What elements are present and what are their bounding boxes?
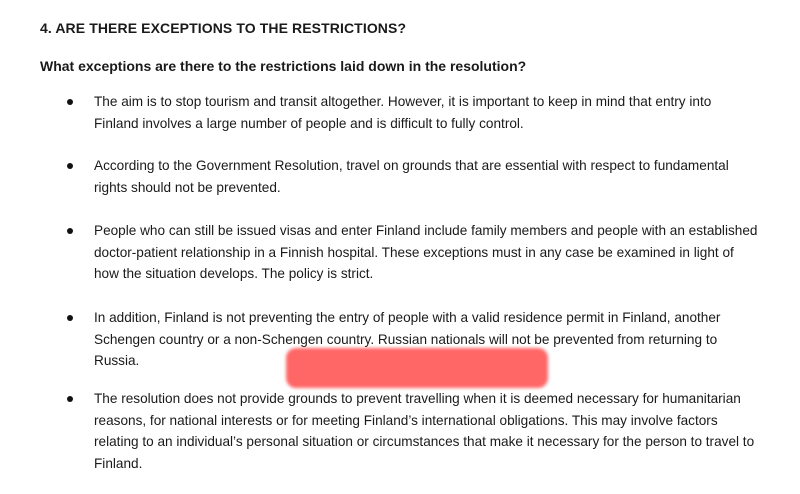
- bullet-icon: [67, 396, 73, 402]
- bullet-icon: [67, 228, 73, 234]
- section-heading: 4. ARE THERE EXCEPTIONS TO THE RESTRICTIONS?: [40, 20, 407, 36]
- list-item-text: People who can still be issued visas and enter Finland include family members and people with an established doctor-patient relationship in a Finnish hospital. These exceptions must in any case be examined in light of how the situation develops. The policy is strict.: [94, 223, 758, 281]
- list-item-text: The aim is to stop tourism and transit altogether. However, it is important to keep in mind that entry into Finland involves a large number of people and is difficult to fully control.: [94, 94, 712, 131]
- section-question: What exceptions are there to the restrictions laid down in the resolution?: [40, 58, 527, 74]
- bullet-icon: [67, 315, 73, 321]
- list-item: [94, 220, 759, 285]
- list-item: [94, 91, 759, 134]
- list-item-text: In addition, Finland is not preventing the entry of people with a valid residence permit in Finland, another Schengen country or a non-Schengen country. Russian nationals will not be prevented from returning to Russia.: [94, 310, 721, 368]
- list-item: [94, 307, 759, 372]
- list-item-text: The resolution does not provide grounds to prevent travelling when it is deemed necessary for humanitarian reasons, for national interests or for meeting Finland’s international obligations. This may involve factors relating to an individual’s personal situation or circumstances that make it necessary for the person to travel to Finland.: [94, 391, 755, 471]
- bullet-icon: [67, 99, 73, 105]
- list-item: [94, 155, 759, 198]
- list-item-text: According to the Government Resolution, travel on grounds that are essential with respect to fundamental rights should not be prevented.: [94, 158, 729, 195]
- list-item: [94, 388, 759, 474]
- bullet-icon: [67, 163, 73, 169]
